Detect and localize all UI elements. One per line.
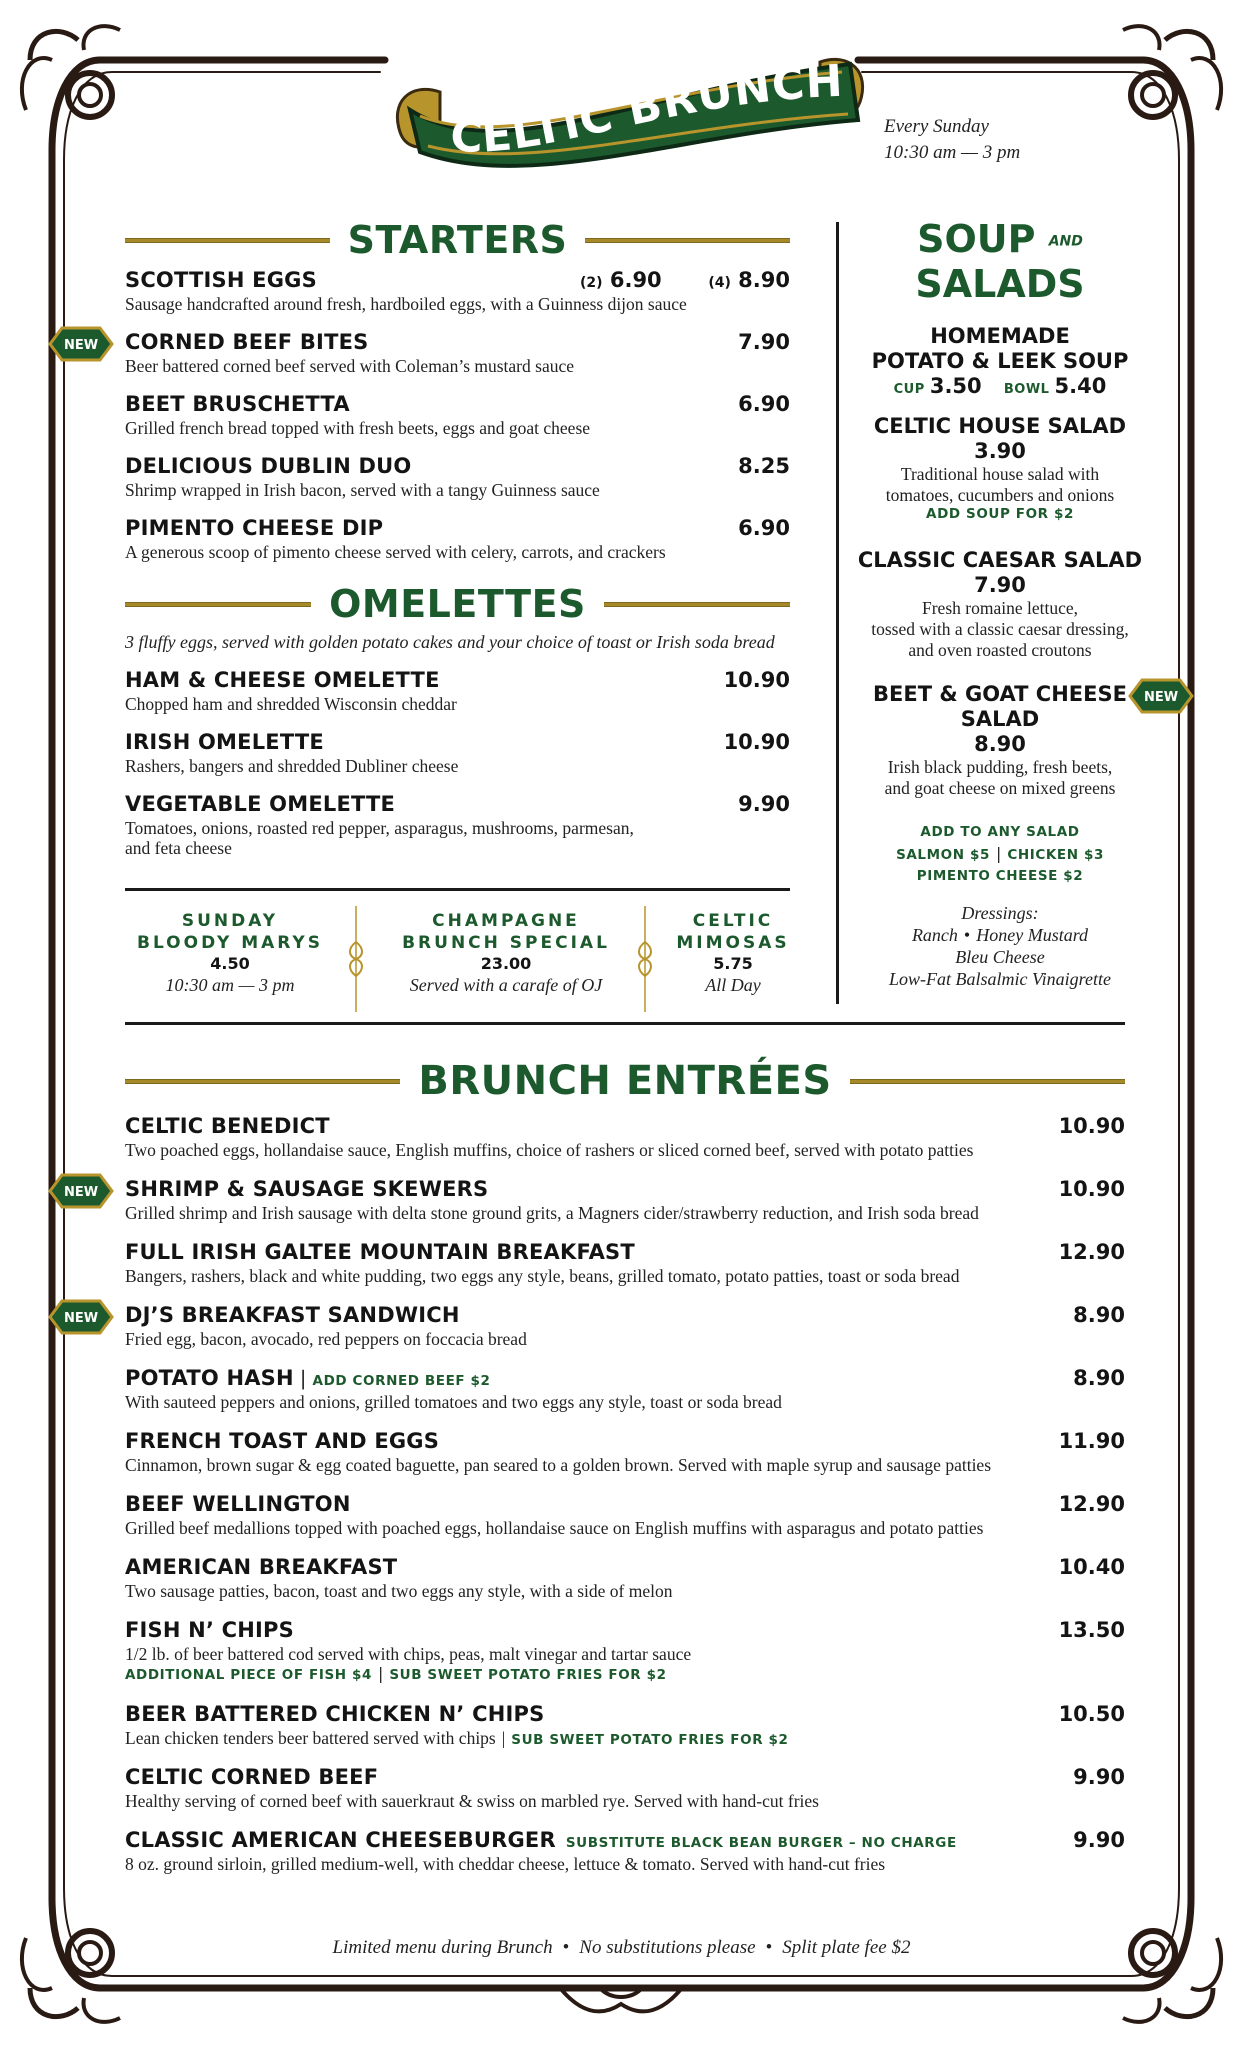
menu-item: FRENCH TOAST AND EGGS 11.90 Cinnamon, brown sugar & egg coated baguette, pan seared to a golden brown. Served with maple syrup and sausage patties xyxy=(125,1429,1125,1475)
menu-item: DJ’S BREAKFAST SANDWICH 8.90 Fried egg, bacon, avocado, red peppers on foccacia bread xyxy=(125,1303,1125,1349)
menu-item: IRISH OMELETTE 10.90 Rashers, bangers and shredded Dubliner cheese xyxy=(125,730,790,776)
knot-divider-icon xyxy=(348,906,364,1012)
menu-item: POTATO HASH | ADD CORNED BEEF $2 8.90 With sauteed peppers and onions, grilled tomatoes and two eggs any style, toast or soda bread xyxy=(125,1366,1125,1412)
divider xyxy=(125,1022,1125,1025)
soup-salads-heading: SOUP AND SALADS xyxy=(915,217,1085,306)
footer-notes: Limited menu during Brunch • No substitutions please • Split plate fee $2 xyxy=(332,1937,911,1958)
svg-text:NEW: NEW xyxy=(63,1185,99,1200)
schedule-note: Every Sunday 10:30 am — 3 pm xyxy=(884,116,1021,163)
salad-item: CELTIC HOUSE SALAD 3.90 Traditional house salad with tomatoes, cucumbers and onions ADD SOUP FOR $2 xyxy=(873,414,1127,522)
svg-text:NEW: NEW xyxy=(63,1311,99,1326)
menu-item: DELICIOUS DUBLIN DUO 8.25 Shrimp wrapped in Irish bacon, served with a tangy Guinness sauce xyxy=(125,454,790,500)
new-badge xyxy=(48,1173,114,1209)
column-divider xyxy=(836,222,839,1004)
menu-item: BEEF WELLINGTON 12.90 Grilled beef medallions topped with poached eggs, hollandaise sauce on English muffins with asparagus and potato patties xyxy=(125,1492,1125,1538)
menu-item: AMERICAN BREAKFAST 10.40 Two sausage patties, bacon, toast and two eggs any style, with a side of melon xyxy=(125,1555,1125,1601)
salad-item: BEET & GOAT CHEESE SALAD 8.90 Irish black pudding, fresh beets, and goat cheese on mixed greens xyxy=(873,682,1127,798)
drink-special: SUNDAY BLOODY MARYS 4.50 10:30 am — 3 pm xyxy=(137,911,323,995)
divider xyxy=(125,888,790,891)
omelettes-heading: OMELETTES xyxy=(125,582,790,626)
menu-item: FULL IRISH GALTEE MOUNTAIN BREAKFAST 12.90 Bangers, rashers, black and white pudding, two eggs any style, beans, grilled tomato, potato patties, toast or soda bread xyxy=(125,1240,1125,1286)
menu-item: HAM & CHEESE OMELETTE 10.90 Chopped ham and shredded Wisconsin cheddar xyxy=(125,668,790,714)
menu-item: FISH N’ CHIPS 13.50 1/2 lb. of beer battered cod served with chips, peas, malt vinegar and tartar sauce ADDITIONAL PIECE OF FISH $4 | SUB SWEET POTATO FRIES FOR $2 xyxy=(125,1618,1125,1683)
soup-item: HOMEMADE POTATO & LEEK SOUP CUP 3.50 BOWL 5.40 xyxy=(871,324,1129,398)
menu-item: BEER BATTERED CHICKEN N’ CHIPS 10.50 Lean chicken tenders beer battered served with chips | SUB SWEET POTATO FRIES FOR $2 xyxy=(125,1702,1125,1748)
salad-item: CLASSIC CAESAR SALAD 7.90 Fresh romaine lettuce, tossed with a classic caesar dressing, and oven roasted croutons xyxy=(857,548,1143,660)
menu-item: VEGETABLE OMELETTE 9.90 Tomatoes, onions, roasted red pepper, asparagus, mushrooms, parmesan, and feta cheese xyxy=(125,792,790,858)
menu-item: SCOTTISH EGGS (2) 6.90 (4) 8.90 Sausage handcrafted around fresh, hardboiled eggs, with a Guinness dijon sauce xyxy=(125,268,790,314)
dressings-list: Dressings: Ranch • Honey Mustard Bleu Cheese Low-Fat Balsalmic Vinaigrette xyxy=(889,903,1111,989)
starters-heading: STARTERS xyxy=(125,218,790,262)
svg-text:NEW: NEW xyxy=(1143,690,1179,705)
svg-text:NEW: NEW xyxy=(63,338,99,353)
salad-addons: ADD TO ANY SALAD SALMON $5 | CHICKEN $3 PIMENTO CHEESE $2 xyxy=(896,824,1104,884)
new-badge xyxy=(48,1299,114,1335)
menu-item: CORNED BEEF BITES 7.90 Beer battered corned beef served with Coleman’s mustard sauce xyxy=(125,330,790,376)
knot-divider-icon xyxy=(637,906,653,1012)
menu-item: CELTIC BENEDICT 10.90 Two poached eggs, hollandaise sauce, English muffins, choice of rashers or sliced corned beef, served with potato patties xyxy=(125,1114,1125,1160)
menu-item: PIMENTO CHEESE DIP 6.90 A generous scoop of pimento cheese served with celery, carrots, and crackers xyxy=(125,516,790,562)
drink-special: CHAMPAGNE BRUNCH SPECIAL 23.00 Served with a carafe of OJ xyxy=(402,911,610,995)
menu-item: SHRIMP & SAUSAGE SKEWERS 10.90 Grilled shrimp and Irish sausage with delta stone ground grits, a Magners cider/strawberry reduction, and Irish soda bread xyxy=(125,1177,1125,1223)
title-banner xyxy=(380,22,880,182)
menu-item: CLASSIC AMERICAN CHEESEBURGER SUBSTITUTE BLACK BEAN BURGER – NO CHARGE 9.90 8 oz. ground sirloin, grilled medium-well, with cheddar cheese, lettuce & tomato. Served with hand-cut fries xyxy=(125,1828,1125,1874)
menu-item: BEET BRUSCHETTA 6.90 Grilled french bread topped with fresh beets, eggs and goat cheese xyxy=(125,392,790,438)
banner-title: CELTIC BRUNCH xyxy=(449,55,845,164)
entrees-heading: BRUNCH ENTRÉES xyxy=(125,1058,1125,1104)
new-badge xyxy=(48,326,114,362)
drink-special: CELTIC MIMOSAS 5.75 All Day xyxy=(676,911,790,995)
menu-item: CELTIC CORNED BEEF 9.90 Healthy serving of corned beef with sauerkraut & swiss on marbled rye. Served with hand-cut fries xyxy=(125,1765,1125,1811)
new-badge xyxy=(1128,678,1194,714)
omelettes-intro: 3 fluffy eggs, served with golden potato cakes and your choice of toast or Irish soda bread xyxy=(125,632,775,652)
